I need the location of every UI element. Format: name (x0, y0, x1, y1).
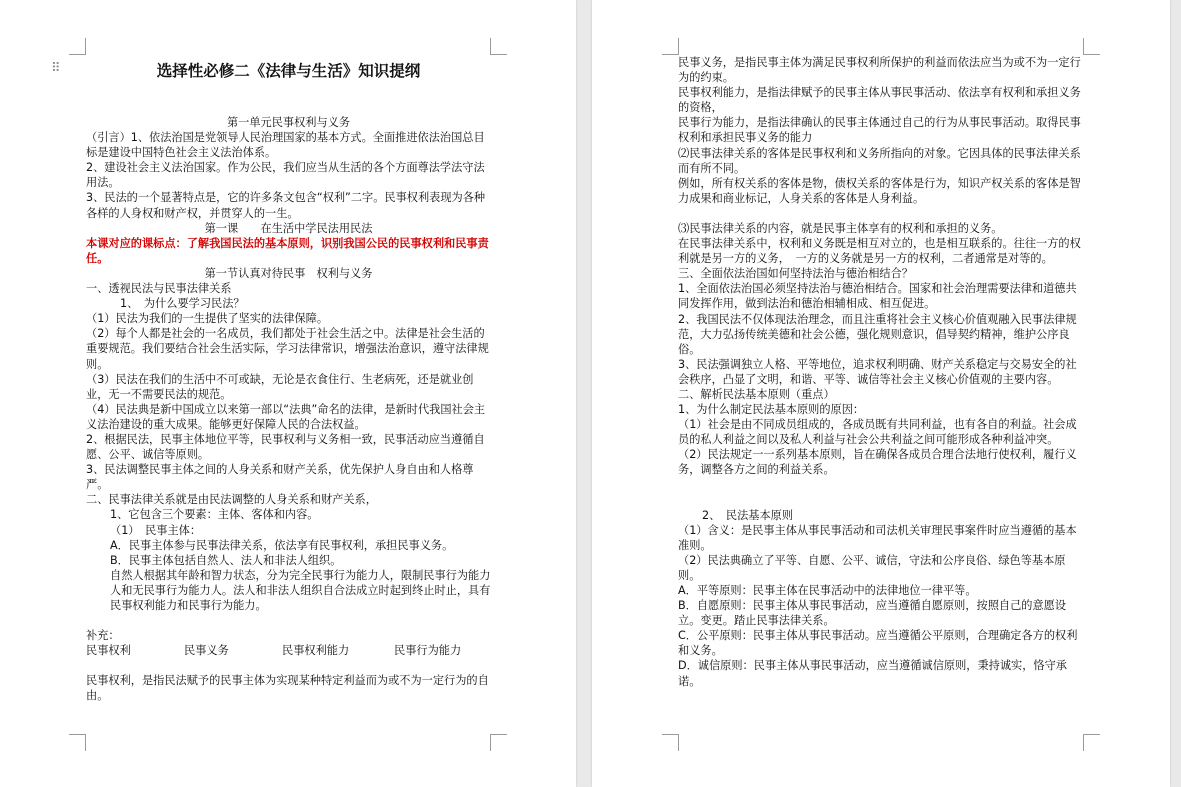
paragraph: （引言）1、依法治国是党领导人民治理国家的基本方式。全面推进依法治国总目标是建设中国特色社会主义法治体系。 (86, 131, 485, 160)
paragraph: 民事权利能力，是指法律赋予的民事主体从事民事活动、依法享有权利和承担义务的资格， (678, 86, 1081, 115)
paragraph: 1、全面依法治国必须坚持法治与德治相结合。国家和社会治理需要法律和道德共同发挥作用，做到法治和德治相辅相成、相互促进。 (678, 282, 1077, 311)
paragraph: 2、 民法基本原则 (702, 508, 794, 522)
term-civil-obligations: 民事义务 (184, 644, 229, 658)
paragraph: （1）民法为我们的一生提供了坚实的法律保障。 (86, 312, 329, 326)
paragraph: （1）含义：是民事主体从事民事活动和司法机关审理民事案件时应当遵循的基本准则。 (678, 523, 1077, 552)
document-title: 选择性必修二《法律与生活》知识提纲 (156, 62, 421, 80)
paragraph: 本课对应的课标点：了解我国民法的基本原则，识别我国公民的民事权利和民事责任。 (86, 236, 489, 265)
corner-mark-top-right (1083, 38, 1100, 55)
corner-mark-top-left (69, 38, 86, 55)
blank-line (678, 478, 1083, 493)
paragraph: 自然人根据其年龄和智力状态，分为完全民事行为能力人，限制民事行为能力人和无民事行为能力人。法人和非法人组织自合法成立时起到终止时止，具有民事权利能力和民事行为能力。 (110, 568, 491, 612)
paragraph: 一、透视民法与民事法律关系 (86, 282, 232, 296)
paragraph: 第一课 在生活中学民法用民法 (204, 221, 373, 235)
page1-body (86, 115, 491, 703)
blank-line (86, 658, 491, 673)
paragraph: 3、民法调整民事主体之间的人身关系和财产关系，优先保护人身自由和人格尊严。 (86, 463, 474, 492)
paragraph: A．民事主体参与民事法律关系，依法享有民事权利，承担民事义务。 (110, 538, 454, 552)
paragraph: 3、民法强调独立人格、平等地位，追求权利明确、财产关系稳定与交易安全的社会秩序，凸显了文明，和谐、平等、诚信等社会主义核心价值观的主要内容。 (678, 357, 1077, 386)
paragraph: 第一节认真对待民事 权利与义务 (204, 266, 373, 280)
term-civil-rights-capacity: 民事权利能力 (282, 644, 350, 658)
blank-line (86, 613, 491, 628)
paragraph: （4）民法典是新中国成立以来第一部以“法典”命名的法律，是新时代我国社会主义法治建设的重大成果。能够更好保障人民的合法权益。 (86, 402, 486, 431)
paragraph: 3、民法的一个显著特点是，它的许多条文包含“权利”二字。民事权利表现为各种各样的人身权和财产权，并贯穿人的一生。 (86, 191, 486, 220)
paragraph: 补充： (86, 629, 120, 643)
paragraph: 三、全面依法治国如何坚持法治与德治相结合？ (678, 267, 913, 281)
paragraph: ⑶民事法律关系的内容，就是民事主体享有的权利和承担的义务。 (678, 221, 1003, 235)
paragraph: C．公平原则：民事主体从事民事活动。应当遵循公平原则，合理确定各方的权利和义务。 (678, 629, 1078, 658)
paragraph: 2、建设社会主义法治国家。作为公民，我们应当从生活的各个方面尊法学法守法用法。 (86, 161, 485, 190)
paragraph: 第一单元民事权利与义务 (226, 116, 351, 129)
drag-handle-icon[interactable]: ⠿ (51, 61, 61, 76)
paragraph: B．民事主体包括自然人、法人和非法人组织。 (110, 553, 342, 567)
document-page-1 (0, 0, 576, 787)
page1-paragraphs (86, 115, 491, 643)
paragraph: ⑵民事法律关系的客体是民事权利和义务所指向的对象。它因具体的民事法律关系而有所不同。 (678, 146, 1081, 175)
paragraph: 1、它包含三个要素：主体、客体和内容。 (110, 508, 319, 522)
corner-mark-bottom-right (1083, 734, 1100, 751)
paragraph: 1、 为什么要学习民法？ (120, 297, 245, 311)
paragraph: （1）社会是由不同成员组成的，各成员既有共同利益，也有各自的利益。社会成员的私人利益之间以及私人利益与社会公共利益之间可能形成各种利益冲突。 (678, 418, 1077, 447)
paragraph: 二、解析民法基本原则（重点） (678, 387, 835, 401)
corner-mark-bottom-right (490, 734, 507, 751)
term-civil-conduct-capacity: 民事行为能力 (394, 644, 462, 658)
document-page-2 (592, 0, 1170, 787)
paragraph: 2、根据民法，民事主体地位平等，民事权利与义务相一致，民事活动应当遵循自愿、公平、诚信等原则。 (86, 432, 485, 462)
paragraph: （2）每个人都是社会的一名成员，我们都处于社会生活之中。法律是社会生活的重要规范。我们要结合社会生活实际，学习法律常识，增强法治意识，遵守法律规则。 (86, 327, 489, 371)
supplement-terms (86, 643, 491, 658)
paragraph: （3）民法在我们的生活中不可或缺，无论是衣食住行、生老病死，还是就业创业，无一不需要民法的规范。 (86, 372, 474, 401)
paragraph: （2）民法规定一一系列基本原则，旨在确保各成员合理合法地行使权利，履行义务，调整各方之间的利益关系。 (678, 448, 1077, 477)
corner-mark-top-left (662, 38, 679, 55)
page2-body (678, 55, 1083, 689)
paragraph: （1） 民事主体： (110, 523, 202, 537)
paragraph: D．诚信原则：民事主体从事民事活动，应当遵循诚信原则，秉持诚实，恪守承诺。 (678, 659, 1067, 688)
page2-paragraphs (678, 55, 1083, 689)
paragraph: 2、我国民法不仅体现法治理念，而且注重将社会主义核心价值观融入民事法律规范，大力弘扬传统美德和社会公德，强化规则意识，倡导契约精神，维护公序良俗。 (678, 312, 1077, 356)
page1-tail-paragraphs (86, 658, 491, 703)
paragraph: 1、为什么制定民法基本原则的原因： (678, 403, 865, 417)
term-civil-rights: 民事权利 (86, 644, 131, 658)
blank-line (678, 493, 1083, 508)
paragraph: 民事行为能力，是指法律确认的民事主体通过自己的行为从事民事活动。取得民事权利和承担民事义务的能力 (678, 116, 1081, 145)
paragraph: 二、民事法律关系就是由民法调整的人身关系和财产关系， (86, 493, 377, 507)
paragraph: （2）民法典确立了平等、自愿、公平、诚信，守法和公序良俗、绿色等基本原则。 (678, 553, 1066, 582)
paragraph: 民事权利，是指民法赋予的民事主体为实现某种特定利益而为或不为一定行为的自由。 (86, 674, 489, 703)
blank-line (678, 206, 1083, 221)
corner-mark-bottom-left (69, 734, 86, 751)
corner-mark-top-right (490, 38, 507, 55)
paragraph: A．平等原则：民事主体在民事活动中的法律地位一律平等。 (678, 584, 977, 597)
paragraph: B．自愿原则：民事主体从事民事活动，应当遵循自愿原则，按照自己的意愿设立。变更。踏止民事法律关系。 (678, 599, 1067, 628)
paragraph: 例如，所有权关系的客体是物，债权关系的客体是行为，知识产权关系的客体是智力成果和商业标记，人身关系的客体是人身利益。 (678, 176, 1081, 205)
paragraph: 民事义务，是指民事主体为满足民事权利所保护的利益而依法应当为或不为一定行为的约束。 (678, 56, 1081, 85)
corner-mark-bottom-left (662, 734, 679, 751)
paragraph: 在民事法律关系中，权利和义务既是相互对立的，也是相互联系的。往往一方的权利就是另一方的义务， 一方的义务就是另一方的权利，二者通常是对等的。 (678, 237, 1081, 266)
